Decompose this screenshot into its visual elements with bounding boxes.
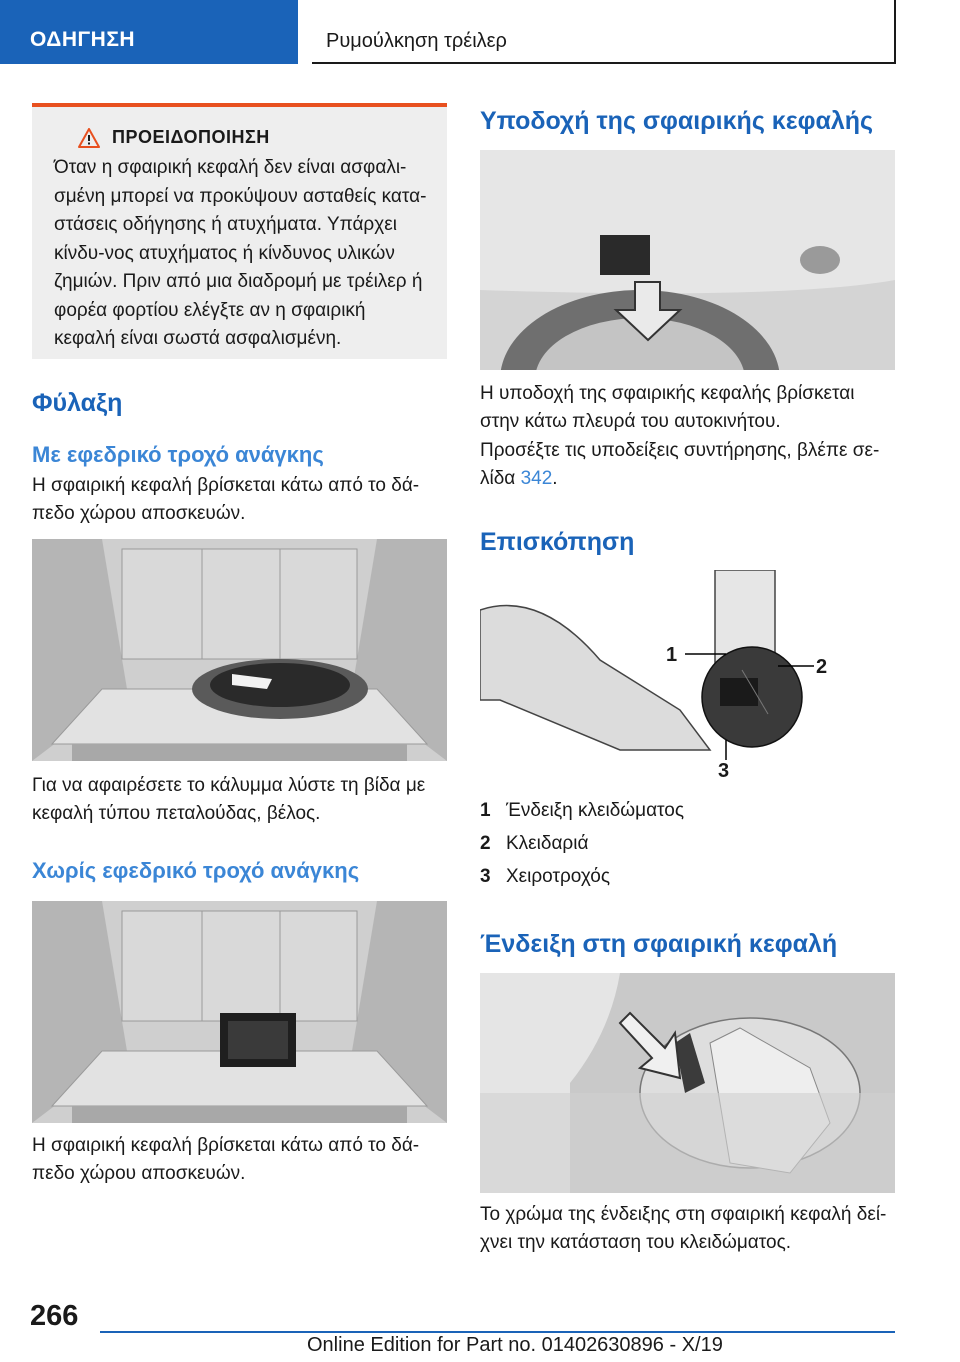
legend-number: 1	[480, 800, 491, 821]
without-spare-heading: Χωρίς εφεδρικό τροχό ανάγκης	[32, 858, 360, 883]
warning-title-row	[78, 127, 429, 148]
legend-label: Κλειδαριά	[506, 833, 589, 854]
maintenance-text-prefix: Προσέξτε τις υποδείξεις συντήρησης, βλέπε σε-λίδα	[480, 440, 880, 489]
with-spare-caption: Για να αφαιρέσετε το κάλυμμα λύστε τη βίδα με κεφαλή τύπου πεταλούδας, βέλος.	[32, 775, 426, 824]
ball-head-overview-diagram	[480, 570, 895, 788]
section-title: Ρυμούλκηση τρέιλερ	[326, 30, 507, 52]
warning-box	[32, 103, 447, 359]
overview-heading: Επισκόπηση	[480, 528, 635, 556]
callout-2: 2	[816, 656, 828, 678]
chapter-tab	[0, 0, 298, 64]
legend-number: 3	[480, 866, 491, 887]
with-spare-text: Η σφαιρική κεφαλή βρίσκεται κάτω από το δά-πεδο χώρου αποσκευών.	[32, 475, 420, 524]
section-header	[312, 0, 896, 64]
legend-item	[480, 833, 895, 866]
overview-legend	[480, 800, 895, 899]
trunk-photo-no-spare-wheel	[32, 901, 447, 1123]
callout-1: 1	[666, 644, 678, 666]
legend-label: Ένδειξη κλειδώματος	[506, 800, 685, 821]
legend-item	[480, 800, 895, 833]
storage-heading: Φύλαξη	[32, 389, 123, 417]
page-342-link[interactable]: 342	[520, 468, 553, 489]
maintenance-text-suffix: .	[552, 468, 558, 489]
indicator-heading: Ένδειξη στη σφαιρική κεφαλή	[480, 930, 838, 958]
mount-text: Η υποδοχή της σφαιρικής κεφαλής βρίσκεται στην κάτω πλευρά του αυτοκινήτου.	[480, 383, 855, 432]
indicator-text: Το χρώμα της ένδειξης στη σφαιρική κεφαλή δεί-χνει την κατάσταση του κλειδώματος.	[480, 1204, 887, 1253]
warning-triangle-icon	[78, 128, 100, 148]
legend-item	[480, 866, 895, 899]
towbar-mount-photo	[480, 150, 895, 370]
warning-text: Όταν η σφαιρική κεφαλή δεν είναι ασφαλι-σμένη μπορεί να προκύψουν ασταθείς κατα-στάσεις οδήγησης ή ατυχήματα. Υπάρχει κίνδυ-νος ατυχήματος ή κίνδυνος υλικών ζημιών. Πριν από μια διαδρομή με τρέιλερ ή φορέα φορτίου ελέγξτε αν η σφαιρική κεφαλή είναι σωστά ασφαλισμένη.	[54, 157, 427, 349]
maintenance-text	[480, 437, 895, 493]
legend-label: Χειροτροχός	[506, 866, 611, 887]
edition-text: Online Edition for Part no. 01402630896 - X/19	[307, 1334, 723, 1356]
callout-3: 3	[718, 760, 730, 782]
with-spare-heading: Με εφεδρικό τροχό ανάγκης	[32, 442, 324, 467]
mount-heading: Υποδοχή της σφαιρικής κεφαλής	[480, 107, 874, 135]
without-spare-caption: Η σφαιρική κεφαλή βρίσκεται κάτω από το δά-πεδο χώρου αποσκευών.	[32, 1135, 420, 1184]
footer-divider	[100, 1331, 895, 1333]
page-number: 266	[30, 1300, 79, 1332]
warning-title: ΠΡΟΕΙΔΟΠΟΙΗΣΗ	[112, 127, 270, 147]
lock-indicator-photo	[480, 973, 895, 1193]
chapter-title: ΟΔΗΓΗΣΗ	[30, 28, 136, 51]
legend-number: 2	[480, 833, 491, 854]
trunk-photo-spare-wheel	[32, 539, 447, 761]
